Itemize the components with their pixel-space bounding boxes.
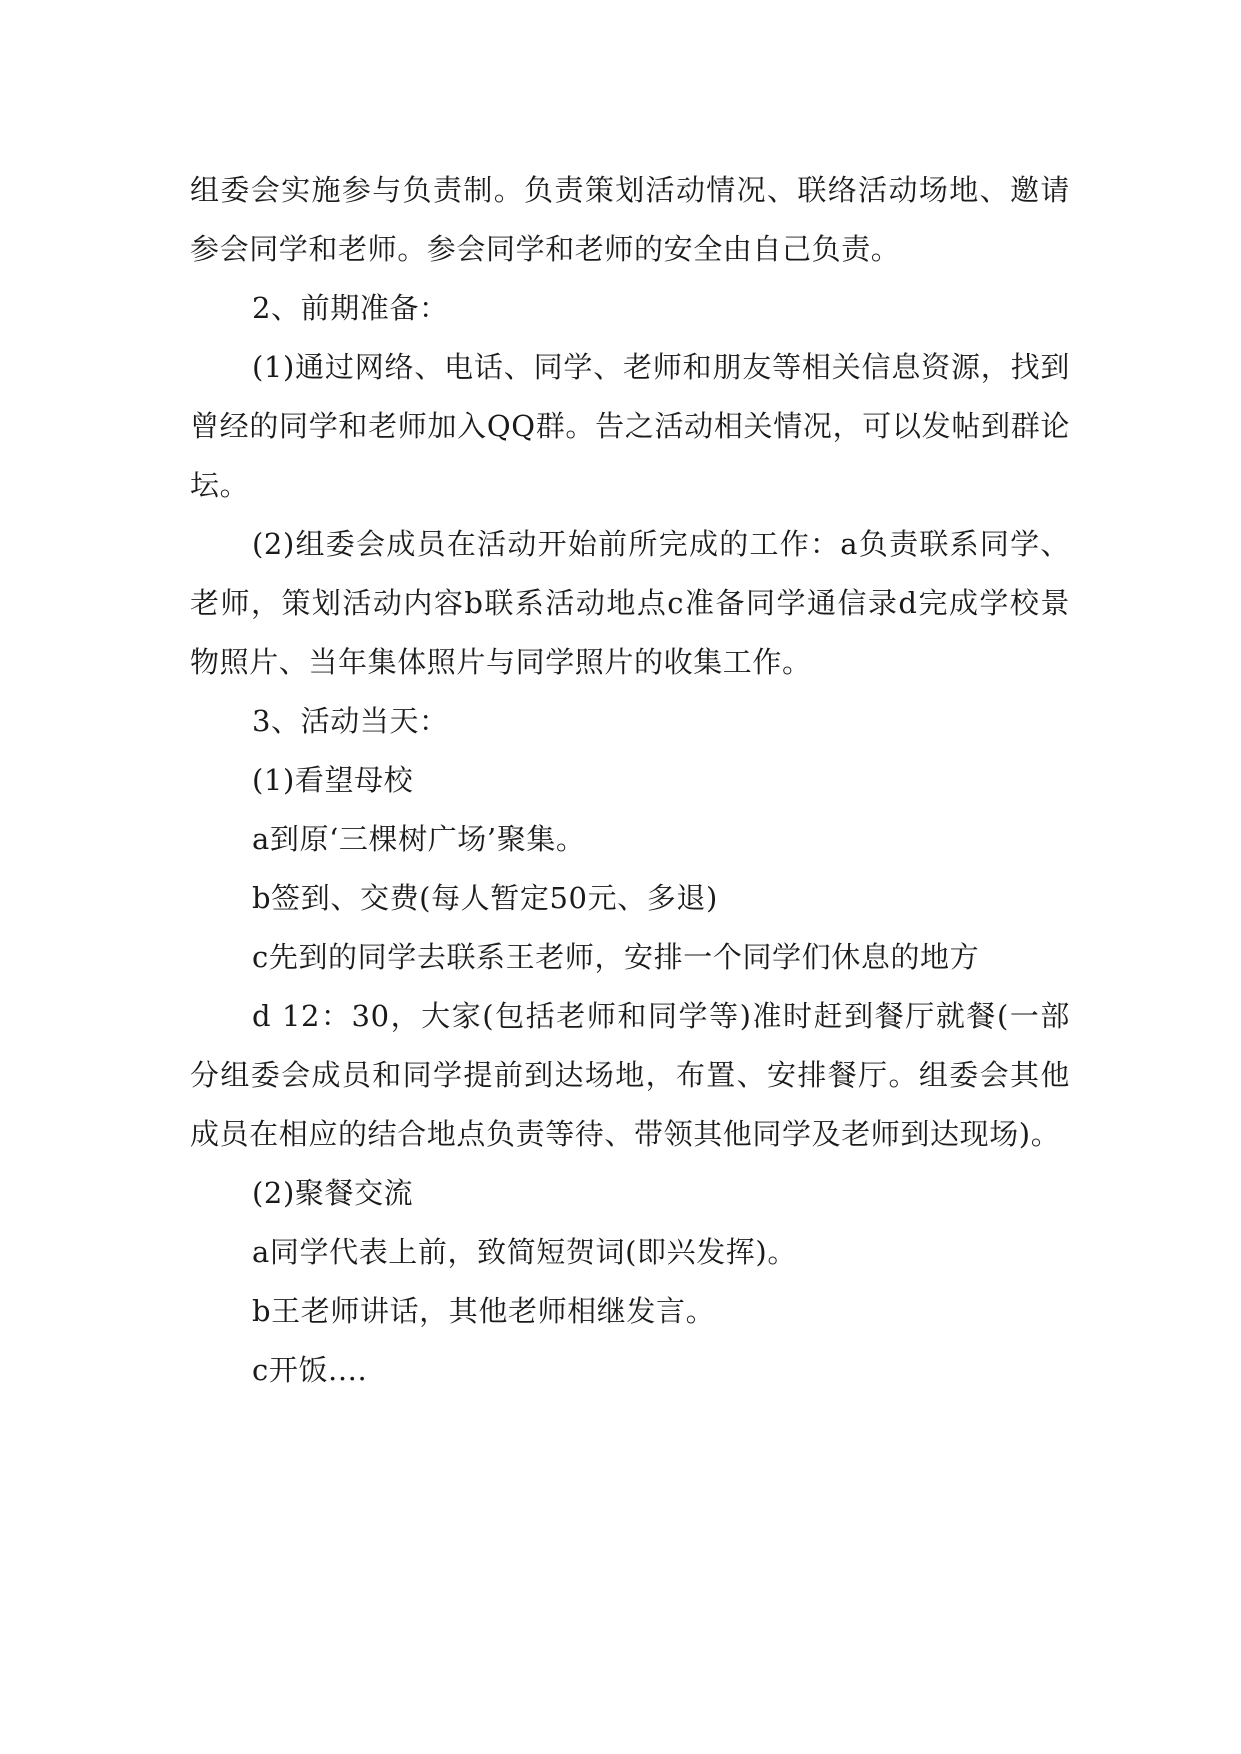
list-item: a同学代表上前，致简短贺词(即兴发挥)。 <box>252 1235 797 1269</box>
subsection-heading: (1)看望母校 <box>252 763 414 797</box>
paragraph: 组委会实施参与负责制。负责策划活动情况、联络活动场地、邀请参会同学和老师。参会同学和老师的安全由自己负责。 <box>190 173 1070 266</box>
list-item: b签到、交费(每人暂定50元、多退) <box>252 881 718 915</box>
paragraph: (1)通过网络、电话、同学、老师和朋友等相关信息资源，找到曾经的同学和老师加入QQ群。告之活动相关情况，可以发帖到群论坛。 <box>190 350 1070 502</box>
list-item: c开饭.... <box>252 1353 368 1387</box>
list-item: a到原‘三棵树广场’聚集。 <box>252 822 586 856</box>
section-heading: 3、活动当天： <box>252 704 449 738</box>
list-item: c先到的同学去联系王老师，安排一个同学们休息的地方 <box>252 940 980 974</box>
document-body <box>190 161 1070 1400</box>
list-item: d 12：30，大家(包括老师和同学等)准时赶到餐厅就餐(一部分组委会成员和同学提前到达场地，布置、安排餐厅。组委会其他成员在相应的结合地点负责等待、带领其他同学及老师到达现场)。 <box>190 999 1070 1151</box>
paragraph: (2)组委会成员在活动开始前所完成的工作：a负责联系同学、老师，策划活动内容b联系活动地点c准备同学通信录d完成学校景物照片、当年集体照片与同学照片的收集工作。 <box>190 527 1070 679</box>
section-heading: 2、前期准备： <box>252 291 449 325</box>
list-item: b王老师讲话，其他老师相继发言。 <box>252 1294 716 1328</box>
subsection-heading: (2)聚餐交流 <box>252 1176 414 1210</box>
